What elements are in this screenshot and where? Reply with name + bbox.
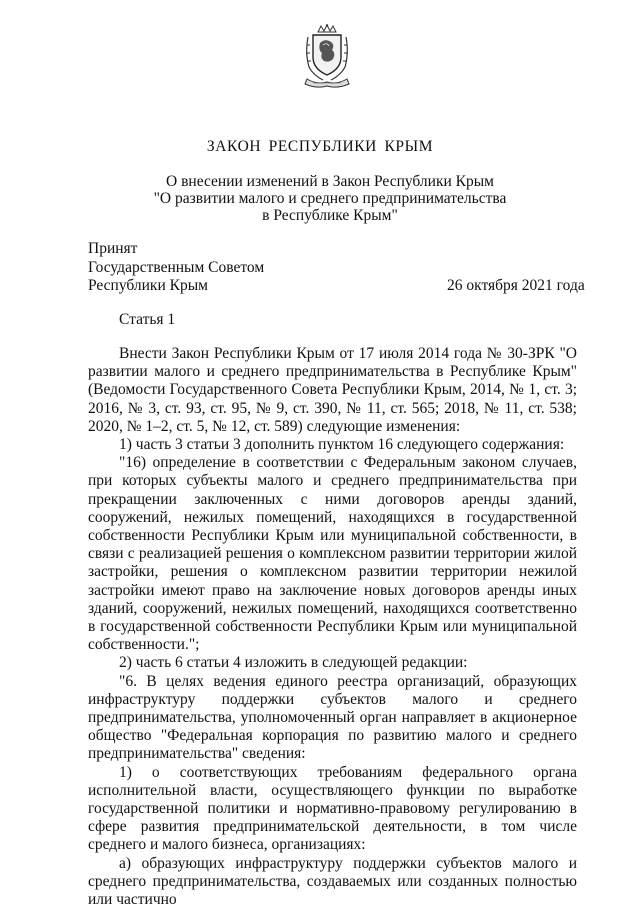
body-paragraph: "6. В целях ведения единого реестра организаций, образующих инфраструктуру поддержки субъектов малого и среднего предпринимательства, уполномоченный орган направляет в акционерное общество "Федеральная корпорация по развитию малого и среднего предпринимательства" сведения: <box>88 672 577 763</box>
body-paragraph: Внести Закон Республики Крым от 17 июля 2014 года № 30-ЗРК "О развитии малого и среднего предпринимательства в Республике Крым" (Ведомости Государственного Совета Республики Крым, 2014, № 1, ст. 3; 2016, № 3, ст. 93, ст. 95, № 9, ст. 390, № 11, ст. 565; 2018, № 11, ст. 538; 2020, № 1–2, ст. 5, № 12, ст. 589) следующие изменения: <box>88 345 577 435</box>
article-body <box>88 345 577 909</box>
body-paragraph: "16) определение в соответствии с Федеральным законом случаев, при которых субъекты малого и среднего предпринимательства при прекращении заключенных с ними договоров аренды зданий, сооружений, нежилых помещений, находящихся в государственной собственности Республики Крым или муниципальной собственности, в связи с реализацией решения о комплексном развитии территории жилой застройки, решения о комплексном развитии территории нежилой застройки имеют право на заключение новых договоров аренды иных зданий, сооружений, нежилых помещений, находящихся соответственно в государственной собственности Республики Крым или муниципальной собственности."; <box>88 454 577 654</box>
law-title: ЗАКОН РЕСПУБЛИКИ КРЫМ <box>206 138 434 155</box>
body-paragraph: 1) часть 3 статьи 3 дополнить пунктом 16 следующего содержания: <box>119 436 565 454</box>
adoption-date: 26 октября 2021 года <box>447 277 585 294</box>
body-paragraph: 1) о соответствующих требованиям федерального органа исполнительной власти, осуществляющего функции по выработке государственной политики и нормативно-правовому регулированию в сфере развития предпринимательской деятельности, в том числе среднего и малого бизнеса, организациях: <box>88 763 577 854</box>
adoption-line: Государственным Советом <box>88 258 265 276</box>
body-paragraph: а) образующих инфраструктуру поддержки субъектов малого и среднего предпринимательства, создаваемых или созданных полностью или частично <box>88 854 577 909</box>
adoption-block <box>88 240 264 296</box>
article-heading: Статья 1 <box>119 311 176 328</box>
subtitle-line: О внесении изменений в Закон Республики Крым <box>166 173 494 190</box>
subtitle-line: в Республике Крым" <box>262 207 398 224</box>
adoption-line: Принят <box>88 240 138 257</box>
body-paragraph: 2) часть 6 статьи 4 изложить в следующей редакции: <box>119 654 468 672</box>
adoption-line: Республики Крым <box>88 277 208 294</box>
coat-of-arms-emblem <box>301 23 353 89</box>
law-subtitle <box>60 173 600 224</box>
subtitle-line: "О развитии малого и среднего предпринимательства <box>153 190 507 207</box>
